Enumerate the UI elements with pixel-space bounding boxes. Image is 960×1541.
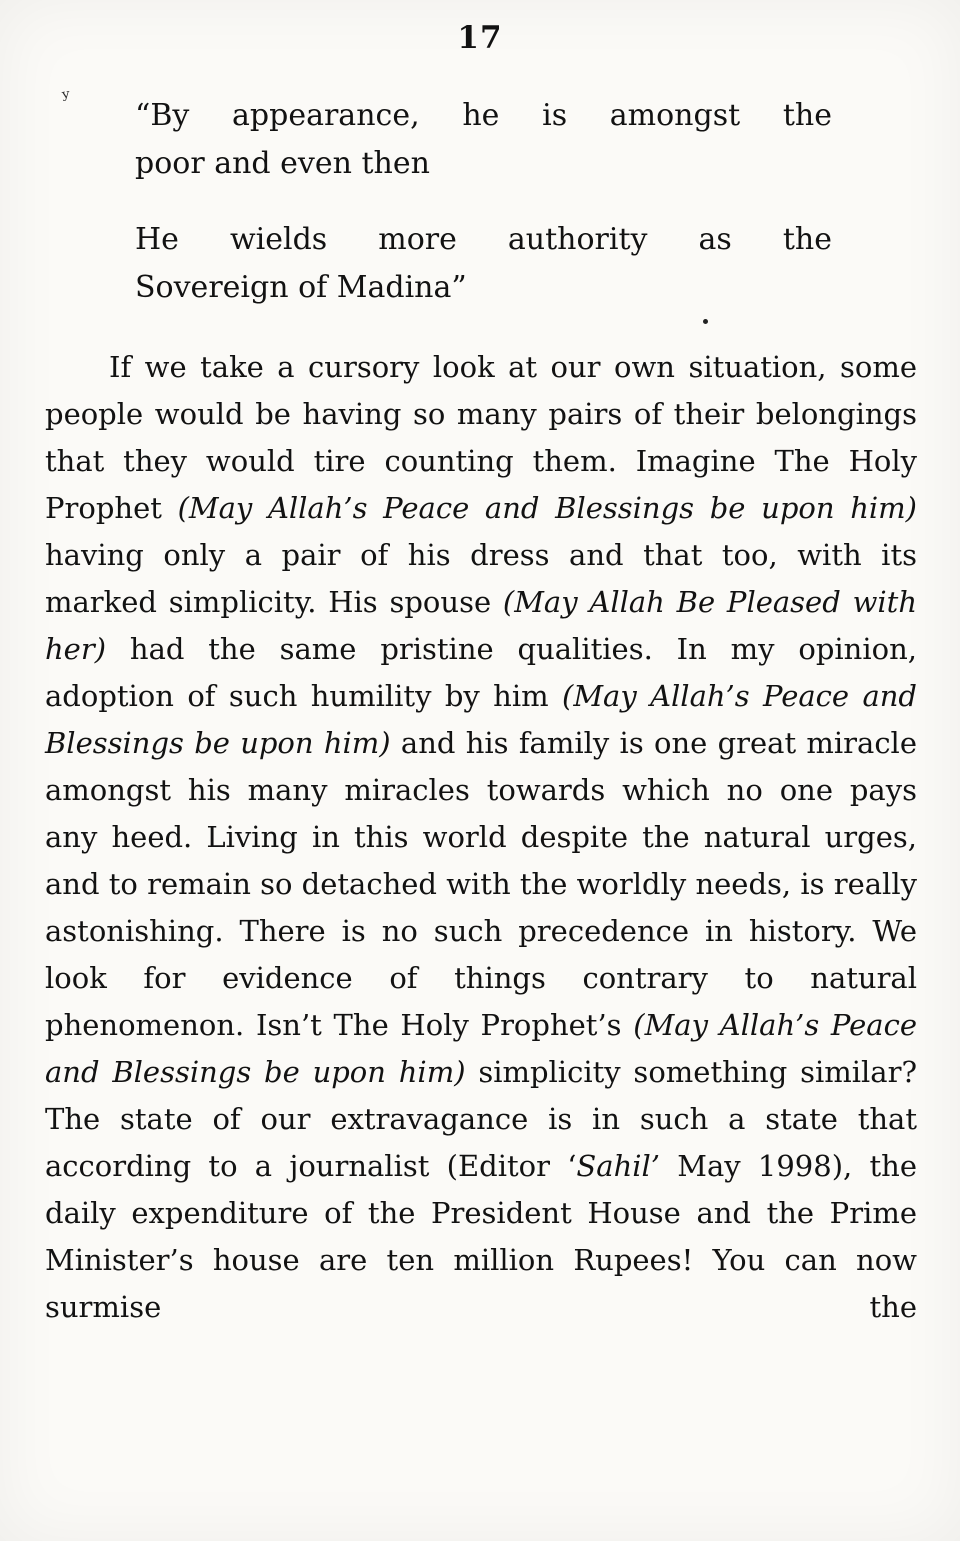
body-paragraph <box>45 344 917 1331</box>
paragraph-segment-italic: (May Allah’s Peace and Blessings be upon him) <box>45 1008 917 1089</box>
paragraph-segment: having only a pair of his dress and that too, with its marked simplicity. His spouse <box>45 538 917 619</box>
page-number: 17 <box>457 20 503 56</box>
paragraph-segment-italic: (May Allah’s Peace and Blessings be upon him) <box>177 491 917 525</box>
paragraph-segment: If we take a cursory look at our own situation, some people would be having so many pairs of their belongings that they would tire counting them. Imagine The Holy Prophet <box>45 350 917 525</box>
paragraph-segment: simplicity something similar? The state of our extravagance is in such a state that according to a journalist (Editor ‘ <box>45 1055 917 1183</box>
paragraph-segment: May 1998), the daily expenditure of the President House and the Prime Minister’s house are ten million Rupees! You can now surmise the <box>45 1149 917 1324</box>
verse-line: He wields more authority as the <box>135 222 832 257</box>
paragraph-segment: and his family is one great miracle amongst his many miracles towards which no one pays any heed. Living in this world despite the natural urges, and to remain so detached with the worldly needs, is really astonishing. There is no such precedence in history. We look for evidence of things contrary to natural phenomenon. Isn’t The Holy Prophet’s <box>45 726 917 1042</box>
verse-block <box>135 92 832 312</box>
paragraph-segment: had the same pristine qualities. In my opinion, adoption of such humility by him <box>45 632 917 713</box>
scan-speck <box>703 319 708 324</box>
paragraph-segment-italic: Sahil’ <box>576 1149 661 1183</box>
paragraph-segment-italic: (May Allah’s Peace and Blessings be upon him) <box>45 679 917 760</box>
handwritten-mark: ʸ <box>60 85 74 112</box>
verse-line: Sovereign of Madina” <box>135 270 467 305</box>
verse-line: poor and even then <box>135 146 430 181</box>
verse-line: “By appearance, he is amongst the <box>135 98 832 133</box>
paragraph-segment-italic: (May Allah Be Pleased with her) <box>45 585 918 666</box>
